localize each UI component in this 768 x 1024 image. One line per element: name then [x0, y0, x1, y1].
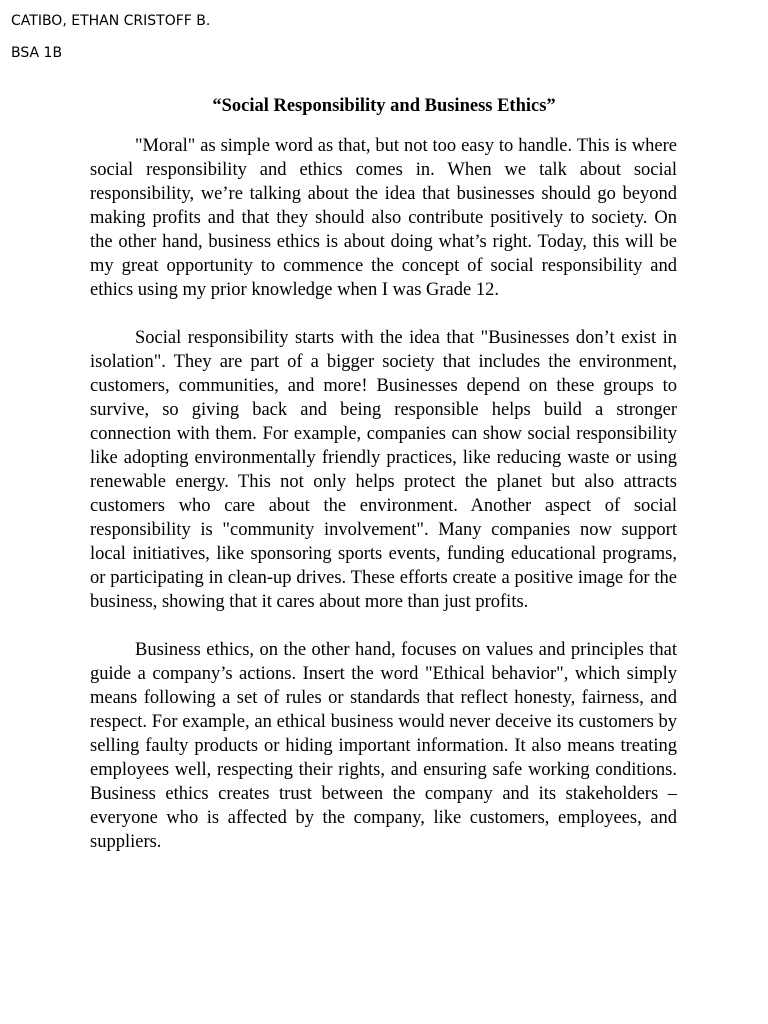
paragraph-intro: "Moral" as simple word as that, but not too easy to handle. This is where social responsibility and ethics comes in. When we talk about social responsibility, we’re talking about the idea that businesses should go beyond making profits and that they should also contribute positively to society. On the other hand, business ethics is about doing what’s right. Today, this will be my great opportunity to commence the concept of social responsibility and ethics using my prior knowledge when I was Grade 12. [90, 136, 677, 300]
author-name: CATIBO, ETHAN CRISTOFF B. [11, 13, 211, 29]
class-section: BSA 1B [11, 45, 63, 61]
paragraph-business-ethics: Business ethics, on the other hand, focuses on values and principles that guide a company’s actions. Insert the word "Ethical behavior", which simply means following a set of rules or standards that reflect honesty, fairness, and respect. For example, an ethical business would never deceive its customers by selling faulty products or hiding important information. It also means treating employees well, respecting their rights, and ensuring safe working conditions. Business ethics creates trust between the company and its stakeholders – everyone who is affected by the company, like customers, employees, and suppliers. [90, 640, 677, 852]
document-body [90, 134, 677, 878]
document-title: “Social Responsibility and Business Ethics” [212, 96, 556, 116]
paragraph-social-responsibility: Social responsibility starts with the idea that "Businesses don’t exist in isolation". They are part of a bigger society that includes the environment, customers, communities, and more! Businesses depend on these groups to survive, so giving back and being responsible helps build a stronger connection with them. For example, companies can show social responsibility like adopting environmentally friendly practices, like reducing waste or using renewable energy. This not only helps protect the planet but also attracts customers who care about the environment. Another aspect of social responsibility is "community involvement". Many companies now support local initiatives, like sponsoring sports events, funding educational programs, or participating in clean-up drives. These efforts create a positive image for the business, showing that it cares about more than just profits. [90, 328, 677, 612]
